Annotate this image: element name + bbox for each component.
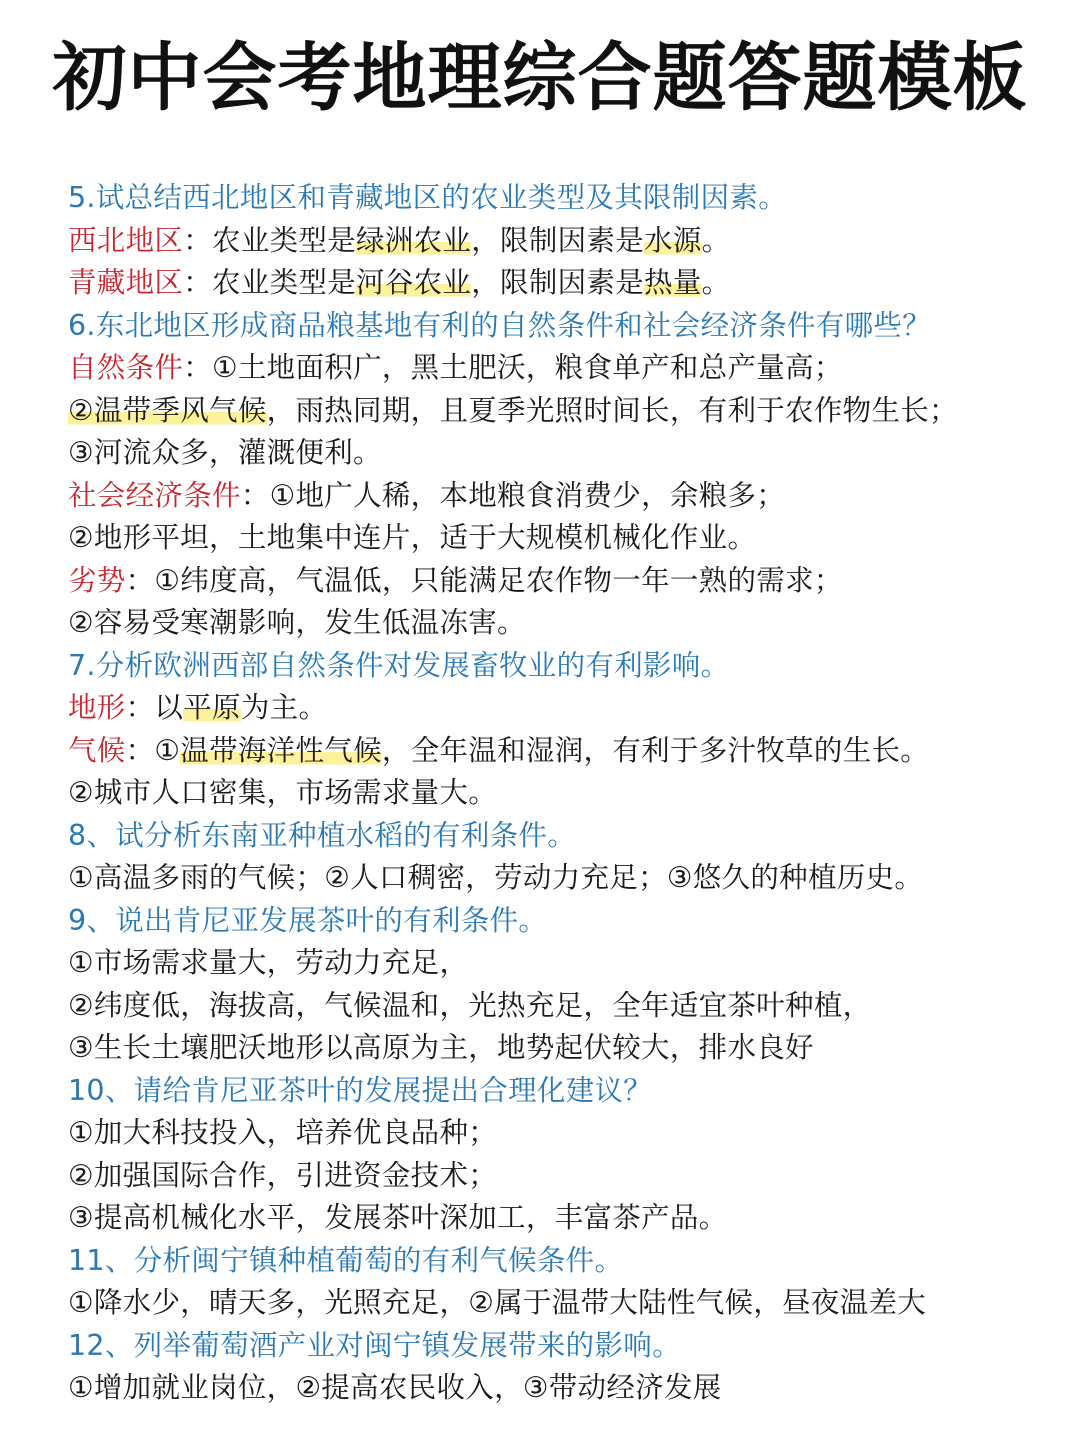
highlight-plain: 平原 [183,691,241,724]
answer-template-content [68,177,1058,1410]
q11-answer: ①降水少，晴天多，光照充足，②属于温带大陆性气候，昼夜温差大 [68,1286,927,1319]
label-disadvantage: 劣势 [68,563,126,597]
q9-answer-2: ②纬度低，海拔高，气候温和，光热充足，全年适宜茶叶种植， [68,988,872,1022]
question-12: 12、列举葡萄酒产业对闽宁镇发展带来的影响。 [68,1328,681,1362]
q6-natural-line-3: ③河流众多，灌溉便利。 [68,436,382,469]
q7-climate: 气候：①温带海洋性气候，全年温和湿润，有利于多汁牧草的生长。 [68,733,930,767]
question-6: 6.东北地区形成商品粮基地有利的自然条件和社会经济条件有哪些？ [68,308,931,342]
label-qingzang: 青藏地区 [68,266,184,299]
q6-social-line-1: 社会经济条件：①地广人稀，本地粮食消费少，余粮多； [68,478,786,512]
q9-answer-1: ①市场需求量大，劳动力充足， [68,946,469,979]
question-9: 9、说出肯尼亚发展茶叶的有利条件。 [68,903,548,937]
highlight-valley-agriculture: 河谷农业 [356,266,472,299]
question-11: 11、分析闽宁镇种植葡萄的有利气候条件。 [68,1243,624,1277]
label-natural-conditions: 自然条件 [68,351,184,384]
page-title: 初中会考地理综合题答题模板 [52,35,1028,121]
q7-market: ②城市人口密集，市场需求量大。 [68,776,498,809]
q7-terrain: 地形：以平原为主。 [68,691,328,724]
label-northwest: 西北地区 [68,223,184,257]
q9-answer-3: ③生长土壤肥沃地形以高原为主，地势起伏较大，排水良好 [68,1031,814,1064]
q12-answer: ①增加就业岗位，②提高农民收入，③带动经济发展 [68,1371,722,1404]
highlight-temperate-maritime: 温带海洋性气候 [180,733,382,767]
q6-social-line-2: ②地形平坦，土地集中连片，适于大规模机械化作业。 [68,521,757,554]
q10-answer-1: ①加大科技投入，培养优良品种； [68,1116,498,1149]
highlight-water-source: 水源 [644,223,702,257]
highlight-oasis-agriculture: 绿洲农业 [356,223,472,257]
label-climate: 气候 [68,733,126,767]
q5-northwest-answer: 西北地区：农业类型是绿洲农业，限制因素是水源。 [68,223,731,257]
q6-disadvantage-line-1: 劣势：①纬度高，气温低，只能满足农作物一年一熟的需求； [68,563,843,597]
q6-natural-line-1: 自然条件：①土地面积广，黑土肥沃，粮食单产和总产量高； [68,351,843,384]
question-7: 7.分析欧洲西部自然条件对发展畜牧业的有利影响。 [68,648,730,682]
question-8: 8、试分析东南亚种植水稻的有利条件。 [68,818,577,852]
question-5: 5.试总结西北地区和青藏地区的农业类型及其限制因素。 [68,181,787,214]
q6-natural-line-2: ②温带季风气候，雨热同期，且夏季光照时间长，有利于农作物生长； [68,393,958,427]
label-social-economic: 社会经济条件 [68,478,241,512]
highlight-temperate-monsoon: ②温带季风气候 [68,393,267,427]
q6-disadvantage-line-2: ②容易受寒潮影响，发生低温冻害。 [68,606,526,639]
question-10: 10、请给肯尼亚茶叶的发展提出合理化建议？ [68,1073,653,1107]
q10-answer-3: ③提高机械化水平，发展茶叶深加工，丰富茶产品。 [68,1201,728,1234]
highlight-heat: 热量 [644,266,702,299]
label-terrain: 地形 [68,691,126,724]
q5-qingzang-answer: 青藏地区：农业类型是河谷农业，限制因素是热量。 [68,266,731,299]
q10-answer-2: ②加强国际合作，引进资金技术； [68,1158,498,1192]
q8-answer: ①高温多雨的气候；②人口稠密，劳动力充足；③悠久的种植历史。 [68,861,924,894]
